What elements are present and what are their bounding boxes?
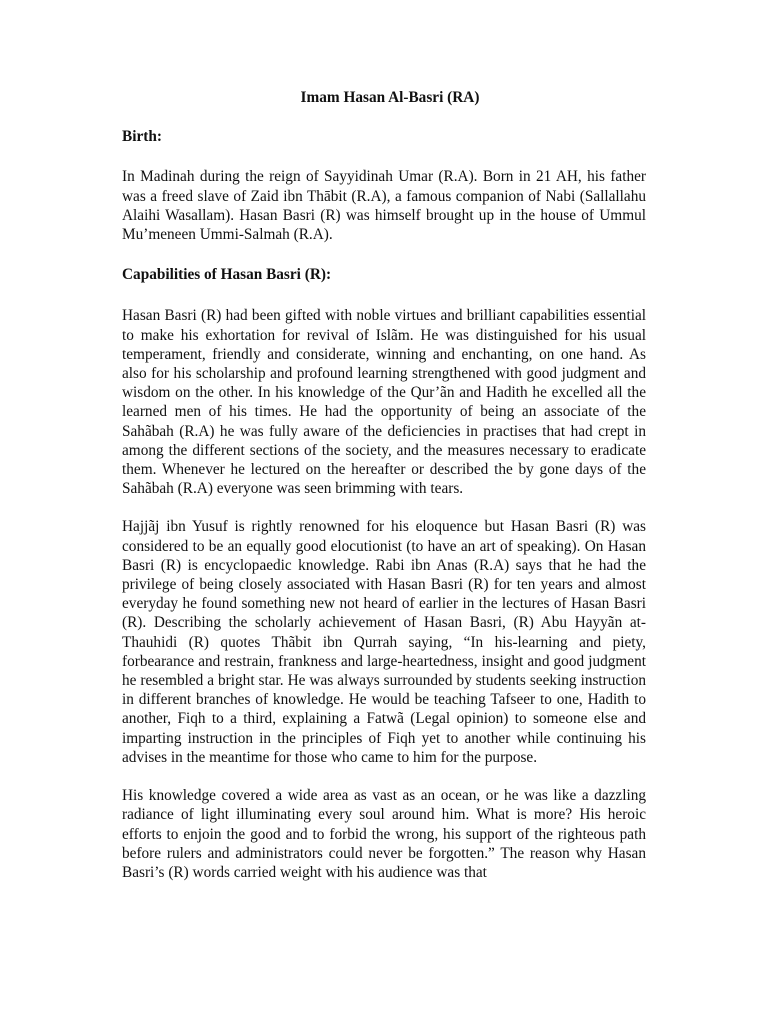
document-title: Imam Hasan Al-Basri (RA) <box>300 89 480 106</box>
document-body <box>122 88 646 882</box>
section-heading-capabilities: Capabilities of Hasan Basri (R): <box>122 266 332 284</box>
paragraph-capabilities-2: Hajjãj ibn Yusuf is rightly renowned for his eloquence but Hasan Basri (R) was considered to be an equally good elocutionist (to have an art of speaking). On Hasan Basri (R) is encyclopaedic knowledge. Rabi ibn Anas (R.A) says that he had the privilege of being closely associated with Hasan Basri (R) for ten years and almost everyday he found something new not heard of earlier in the lectures of Hasan Basri (R). Describing the scholarly achievement of Hasan Basri, (R) Abu Hayyãn at-Thauhidi (R) quotes Thãbit ibn Qurrah saying, “In his-learning and piety, forbearance and restrain, frankness and large-heartedness, insight and good judgment he resembled a bright star. He was always surrounded by students seeking instruction in different branches of knowledge. He would be teaching Tafseer to one, Hadith to another, Fiqh to a third, explaining a Fatwã (Legal opinion) to someone else and imparting instruction in the principles of Fiqh yet to another while continuing his advises in the meantime for those who came to him for the purpose. <box>122 518 646 766</box>
paragraph-birth: In Madinah during the reign of Sayyidinah Umar (R.A). Born in 21 AH, his father was a freed slave of Zaid ibn Thābit (R.A), a famous companion of Nabi (Sallallahu Alaihi Wasallam). Hasan Basri (R) was himself brought up in the house of Ummul Mu’meneen Ummi-Salmah (R.A). <box>122 168 646 244</box>
section-heading-birth: Birth: <box>122 128 162 146</box>
paragraph-capabilities-3: His knowledge covered a wide area as vast as an ocean, or he was like a dazzling radiance of light illuminating every soul around him. What is more? His heroic efforts to enjoin the good and to forbid the wrong, his support of the righteous path before rulers and administrators could never be forgotten.” The reason why Hasan Basri’s (R) words carried weight with his audience was that <box>122 787 646 881</box>
paragraph-capabilities-1: Hasan Basri (R) had been gifted with noble virtues and brilliant capabilities essential to make his exhortation for revival of Islãm. He was distinguished for his usual temperament, friendly and considerate, winning and enchanting, on one hand. As also for his scholarship and profound learning strengthened with good judgment and wisdom on the other. In his knowledge of the Qur’ãn and Hadith he excelled all the learned men of his times. He had the opportunity of being an associate of the Sahãbah (R.A) he was fully aware of the deficiencies in practises that had crept in among the different sections of the society, and the measures necessary to eradicate them. Whenever he lectured on the hereafter or described the by gone days of the Sahãbah (R.A) everyone was seen brimming with tears. <box>122 307 646 498</box>
